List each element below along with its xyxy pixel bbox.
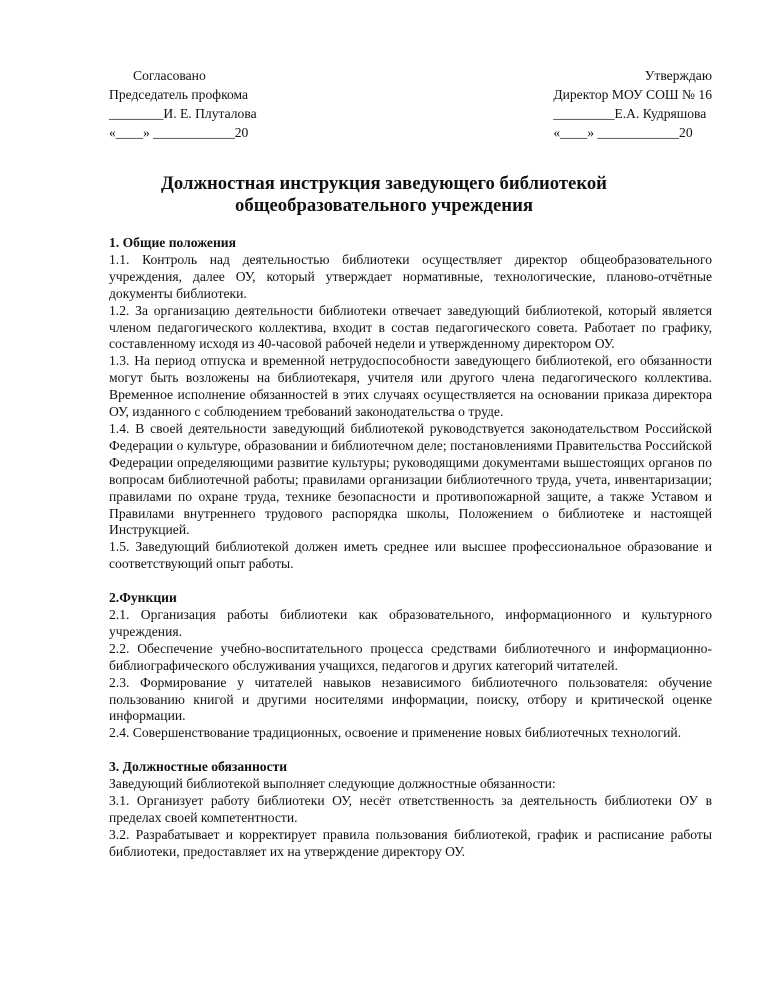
paragraph-1-3: 1.3. На период отпуска и временной нетрудоспособности заведующего библиотекой, его обязанности могут быть возложены на библиотекаря, учителя или другого члена педагогического коллектива. Временное исполнение обязанностей в этих случаях осуществляется на основании приказа директора ОУ, изданного с соблюдением требований законодательства о труде. <box>109 353 712 420</box>
paragraph-1-4: 1.4. В своей деятельности заведующий библиотекой руководствуется законодательством Российской Федерации о культуре, образовании и библиотечном деле; постановлениями Правительства Российской Федерации определяющими развитие культуры; руководящими документами вышестоящих органов по вопросам библиотечной работы; правилами организации библиотечного труда, учета, инвентаризации; правилами по охране труда, технике безопасности и противопожарной защите, а также Уставом и Правилами внутреннего трудового распорядка школы, Положением о библиотеке и настоящей Инструкцией. <box>109 420 712 538</box>
section-2-heading: 2.Функции <box>109 590 177 606</box>
paragraph-3-1: 3.1. Организует работу библиотеки ОУ, несёт ответственность за деятельность библиотеки ОУ в пределах своей компетентности. <box>109 793 712 825</box>
title-line-1: Должностная инструкция заведующего библиотекой <box>161 173 607 194</box>
approval-right <box>553 66 712 142</box>
approval-right-position: Директор МОУ СОШ № 16 <box>553 87 712 102</box>
section-3-heading: 3. Должностные обязанности <box>109 759 288 775</box>
paragraph-2-4: 2.4. Совершенствование традиционных, освоение и применение новых библиотечных технологий. <box>109 725 682 741</box>
paragraph-2-2: 2.2. Обеспечение учебно-воспитательного процесса средствами библиотечного и информационно-библиографического обслуживания учащихся, педагогов и других категорий читателей. <box>109 640 712 673</box>
approval-left-date: «____» ____________20 <box>109 125 249 140</box>
paragraph-3-2: 3.2. Разрабатывает и корректирует правила пользования библиотекой, график и расписание работы библиотеки, предоставляет их на утверждение директору ОУ. <box>109 826 712 859</box>
section-1-heading: 1. Общие положения <box>109 235 236 250</box>
section-gap <box>109 573 712 590</box>
approval-right-heading: Утверждаю <box>644 68 712 83</box>
paragraph-3-intro: Заведующий библиотекой выполняет следующие должностные обязанности: <box>109 776 556 792</box>
approval-right-date: «____» ____________20 <box>553 125 693 140</box>
document-title <box>0 173 768 217</box>
paragraph-1-2: 1.2. За организацию деятельности библиотеки отвечает заведующий библиотекой, который является членом педагогического коллектива, входит в состав педагогического совета. Работает по графику, составленному исходя из 40-часовой рабочей недели и утвержденному директором ОУ. <box>109 302 712 352</box>
approval-left-heading: Согласовано <box>133 68 206 83</box>
approval-right-signature: _________Е.А. Кудряшова <box>553 106 707 121</box>
approval-left <box>109 66 257 142</box>
section-gap <box>109 742 712 759</box>
paragraph-2-3: 2.3. Формирование у читателей навыков независимого библиотечного пользователя: обучение пользованию книгой и другими носителями информации, поиску, отбору и критической оценке информации. <box>109 674 712 724</box>
title-line-2: общеобразовательного учреждения <box>235 195 533 216</box>
approval-left-signature: ________И. Е. Плуталова <box>109 106 257 121</box>
paragraph-1-1: 1.1. Контроль над деятельностью библиотеки осуществляет директор общеобразовательного учреждения, далее ОУ, который утверждает нормативные, технологические, планово-отчётные документы библиотеки. <box>109 251 712 301</box>
paragraph-2-1: 2.1. Организация работы библиотеки как образовательного, информационного и культурного учреждения. <box>109 607 712 639</box>
paragraph-1-5: 1.5. Заведующий библиотекой должен иметь среднее или высшее профессиональное образование и соответствующий опыт работы. <box>109 539 712 572</box>
approval-block <box>109 66 712 142</box>
document-body <box>109 235 712 861</box>
approval-left-position: Председатель профкома <box>109 87 249 102</box>
